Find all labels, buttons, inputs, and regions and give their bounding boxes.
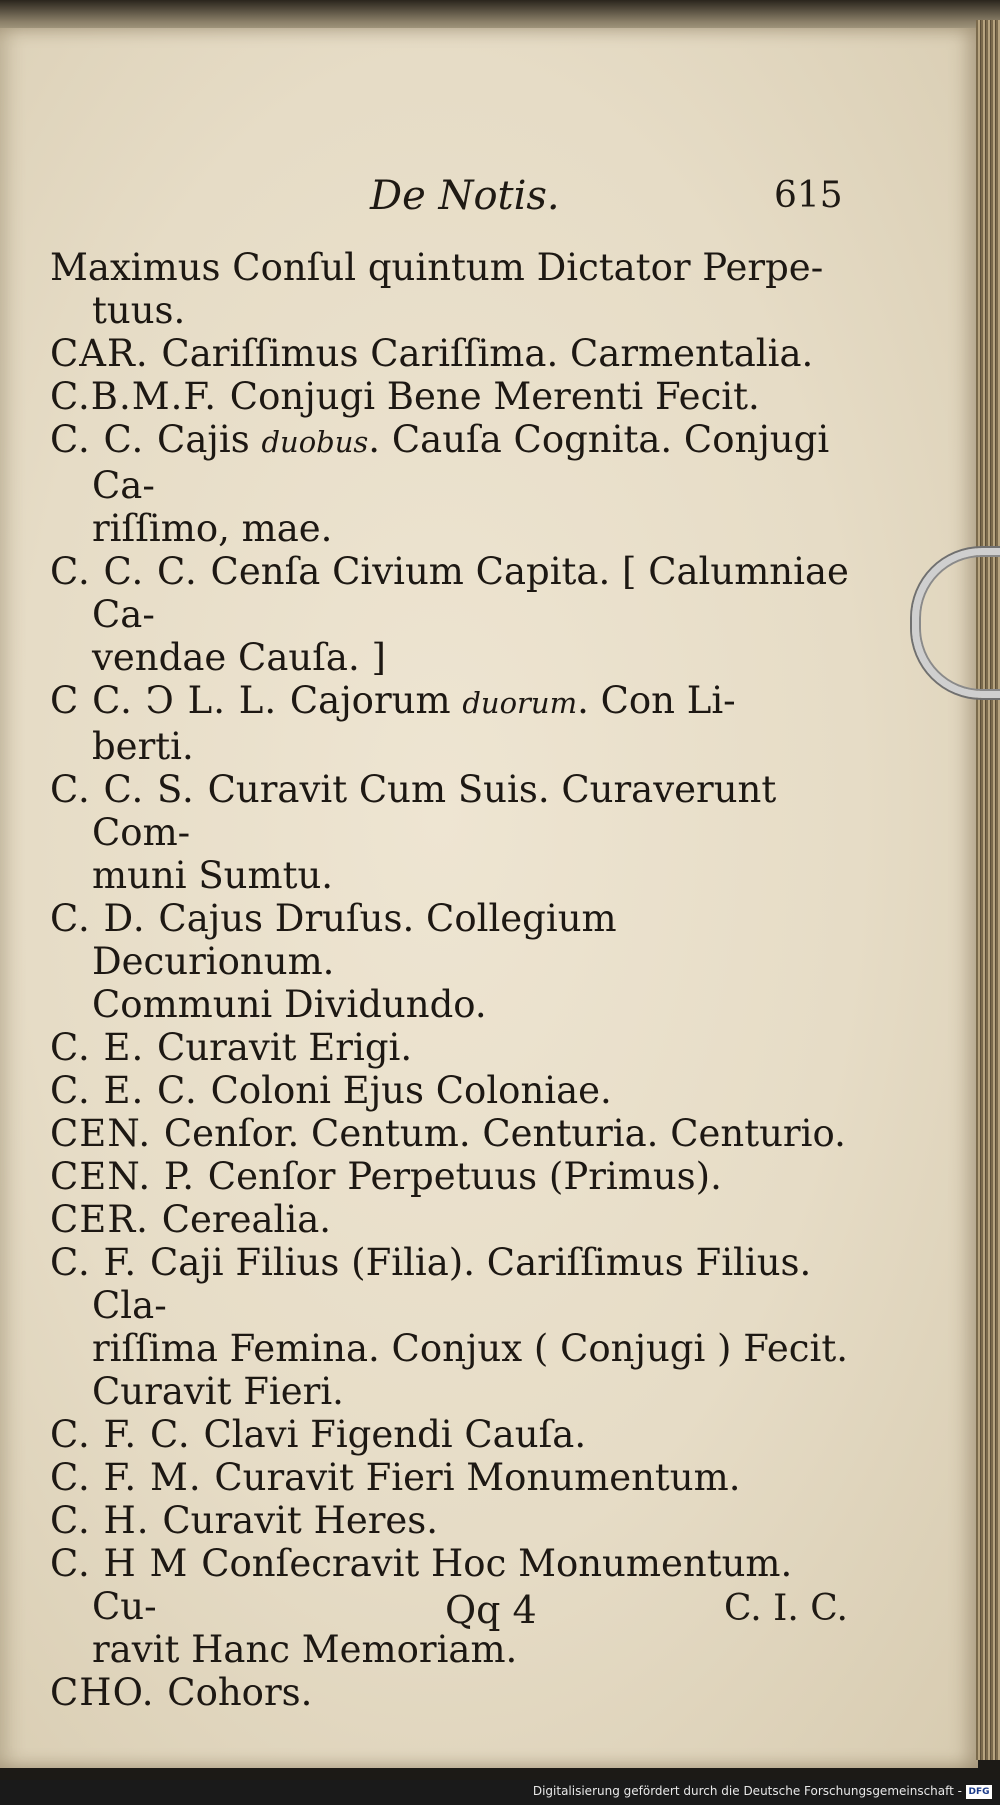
- entry-continuation-line: [50, 983, 850, 1026]
- signature-mark: Qq 4: [445, 1588, 537, 1632]
- abbreviation: CHO.: [50, 1671, 168, 1714]
- attribution-text: Digitalisierung gefördert durch die Deutsche Forschungsgemeinschaft -: [532, 1784, 962, 1798]
- abbreviation-entry: [50, 1026, 850, 1069]
- expansion-text: Curavit Erigi.: [157, 1026, 413, 1069]
- expansion-text: Curavit Heres.: [162, 1499, 439, 1542]
- abbreviation-entry: [50, 1112, 850, 1155]
- abbreviation-entry: [50, 1413, 850, 1456]
- expansion-text: vendae Cauſa. ]: [92, 636, 386, 679]
- expansion-text: Cajis: [157, 418, 262, 461]
- expansion-text: Cariſſimus Cariſſima. Carmentalia.: [161, 332, 814, 375]
- italic-word: duorum: [462, 686, 578, 720]
- abbreviation-entry: [50, 1069, 850, 1112]
- abbreviation: CER.: [50, 1198, 162, 1241]
- abbreviation: CEN. P.: [50, 1155, 208, 1198]
- abbreviation-entry: [50, 1671, 850, 1714]
- expansion-text: Cenſor. Centum. Centuria. Centurio.: [163, 1112, 846, 1155]
- dfg-logo: DFG: [966, 1785, 992, 1799]
- abbreviation-entry: [50, 679, 850, 725]
- abbreviation-entry: [50, 768, 850, 854]
- attribution-bar: [0, 1780, 1000, 1805]
- abbreviation: C.B.M.F.: [50, 375, 230, 418]
- running-head-title: De Notis.: [370, 173, 560, 219]
- abbreviation-entry: [50, 1155, 850, 1198]
- expansion-text: Cerealia.: [161, 1198, 332, 1241]
- expansion-text: Communi Dividundo.: [92, 983, 487, 1026]
- abbreviation: C. C.: [50, 418, 158, 461]
- abbreviation: C. F. M.: [50, 1456, 215, 1499]
- expansion-text: Conjugi Bene Merenti Fecit.: [229, 375, 760, 418]
- expansion-text: . Con Li-: [577, 679, 736, 722]
- entry-continuation-line: [50, 636, 850, 679]
- expansion-text: Coloni Ejus Coloniae.: [210, 1069, 612, 1112]
- expansion-text: ravit Hanc Memoriam.: [92, 1628, 518, 1671]
- expansion-text: . Cauſa Cognita. Conjugi Ca-: [92, 418, 830, 507]
- entry-continuation-line: [50, 507, 850, 550]
- expansion-text: Curavit Fieri Monumentum.: [214, 1456, 741, 1499]
- italic-word: duobus: [261, 425, 369, 459]
- page-footer: [0, 1588, 978, 1648]
- expansion-text: Clavi Figendi Cauſa.: [203, 1413, 587, 1456]
- expansion-text: muni Sumtu.: [92, 854, 334, 897]
- abbreviation-entry: [50, 1241, 850, 1327]
- expansion-text: Cajorum: [289, 679, 463, 722]
- abbreviation-entry: [50, 375, 850, 418]
- abbreviation: C. C. S.: [50, 768, 208, 811]
- abbreviation-entry: [50, 246, 850, 289]
- expansion-text: riſſima Femina. Conjux ( Conjugi ) Fecit.: [92, 1327, 848, 1370]
- entry-continuation-line: [50, 1370, 850, 1413]
- entry-continuation-line: [50, 725, 850, 768]
- abbreviation: C. C. C.: [50, 550, 211, 593]
- expansion-text: Conſecravit Hoc Monumentum. Cu-: [92, 1542, 793, 1628]
- abbreviation: C C. Ↄ L. L.: [50, 679, 290, 722]
- book-page: [0, 28, 978, 1768]
- page-number: 615: [774, 175, 843, 216]
- expansion-text: Curavit Cum Suis. Curaverunt Com-: [92, 768, 777, 854]
- abbreviation: C. F.: [50, 1241, 150, 1284]
- expansion-text: Caji Filius (Filia). Cariſſimus Filius. Cla-: [92, 1241, 812, 1327]
- abbreviation-entry: [50, 550, 850, 636]
- expansion-text: Maximus Conſul quintum Dictator Perpe-: [50, 246, 824, 289]
- expansion-text: riſſimo, mae.: [92, 507, 333, 550]
- abbreviation: C. E.: [50, 1026, 158, 1069]
- expansion-text: Cenſor Perpetuus (Primus).: [207, 1155, 722, 1198]
- catchword: C. I. C.: [724, 1588, 848, 1629]
- expansion-text: Cenſa Civium Capita. [ Calumniae Ca-: [92, 550, 849, 636]
- abbreviation-entry: [50, 418, 850, 507]
- expansion-text: Cohors.: [167, 1671, 313, 1714]
- expansion-text: berti.: [92, 725, 194, 768]
- abbreviation: C. H M: [50, 1542, 202, 1585]
- page-stack-edge: [976, 20, 1000, 1760]
- abbreviation: C. D.: [50, 897, 159, 940]
- abbreviation-entry: [50, 1198, 850, 1241]
- expansion-text: Curavit Fieri.: [92, 1370, 344, 1413]
- running-head: [0, 173, 978, 233]
- expansion-text: tuus.: [92, 289, 186, 332]
- entry-continuation-line: [50, 289, 850, 332]
- expansion-text: Cajus Druſus. Collegium Decurionum.: [92, 897, 617, 983]
- abbreviation-list: [50, 246, 850, 1714]
- abbreviation-entry: [50, 1499, 850, 1542]
- abbreviation-entry: [50, 897, 850, 983]
- abbreviation: CAR.: [50, 332, 162, 375]
- entry-continuation-line: [50, 1327, 850, 1370]
- abbreviation: C. H.: [50, 1499, 163, 1542]
- abbreviation-entry: [50, 332, 850, 375]
- entry-continuation-line: [50, 854, 850, 897]
- abbreviation: CEN.: [50, 1112, 164, 1155]
- abbreviation: C. E. C.: [50, 1069, 211, 1112]
- abbreviation: C. F. C.: [50, 1413, 204, 1456]
- abbreviation-entry: [50, 1456, 850, 1499]
